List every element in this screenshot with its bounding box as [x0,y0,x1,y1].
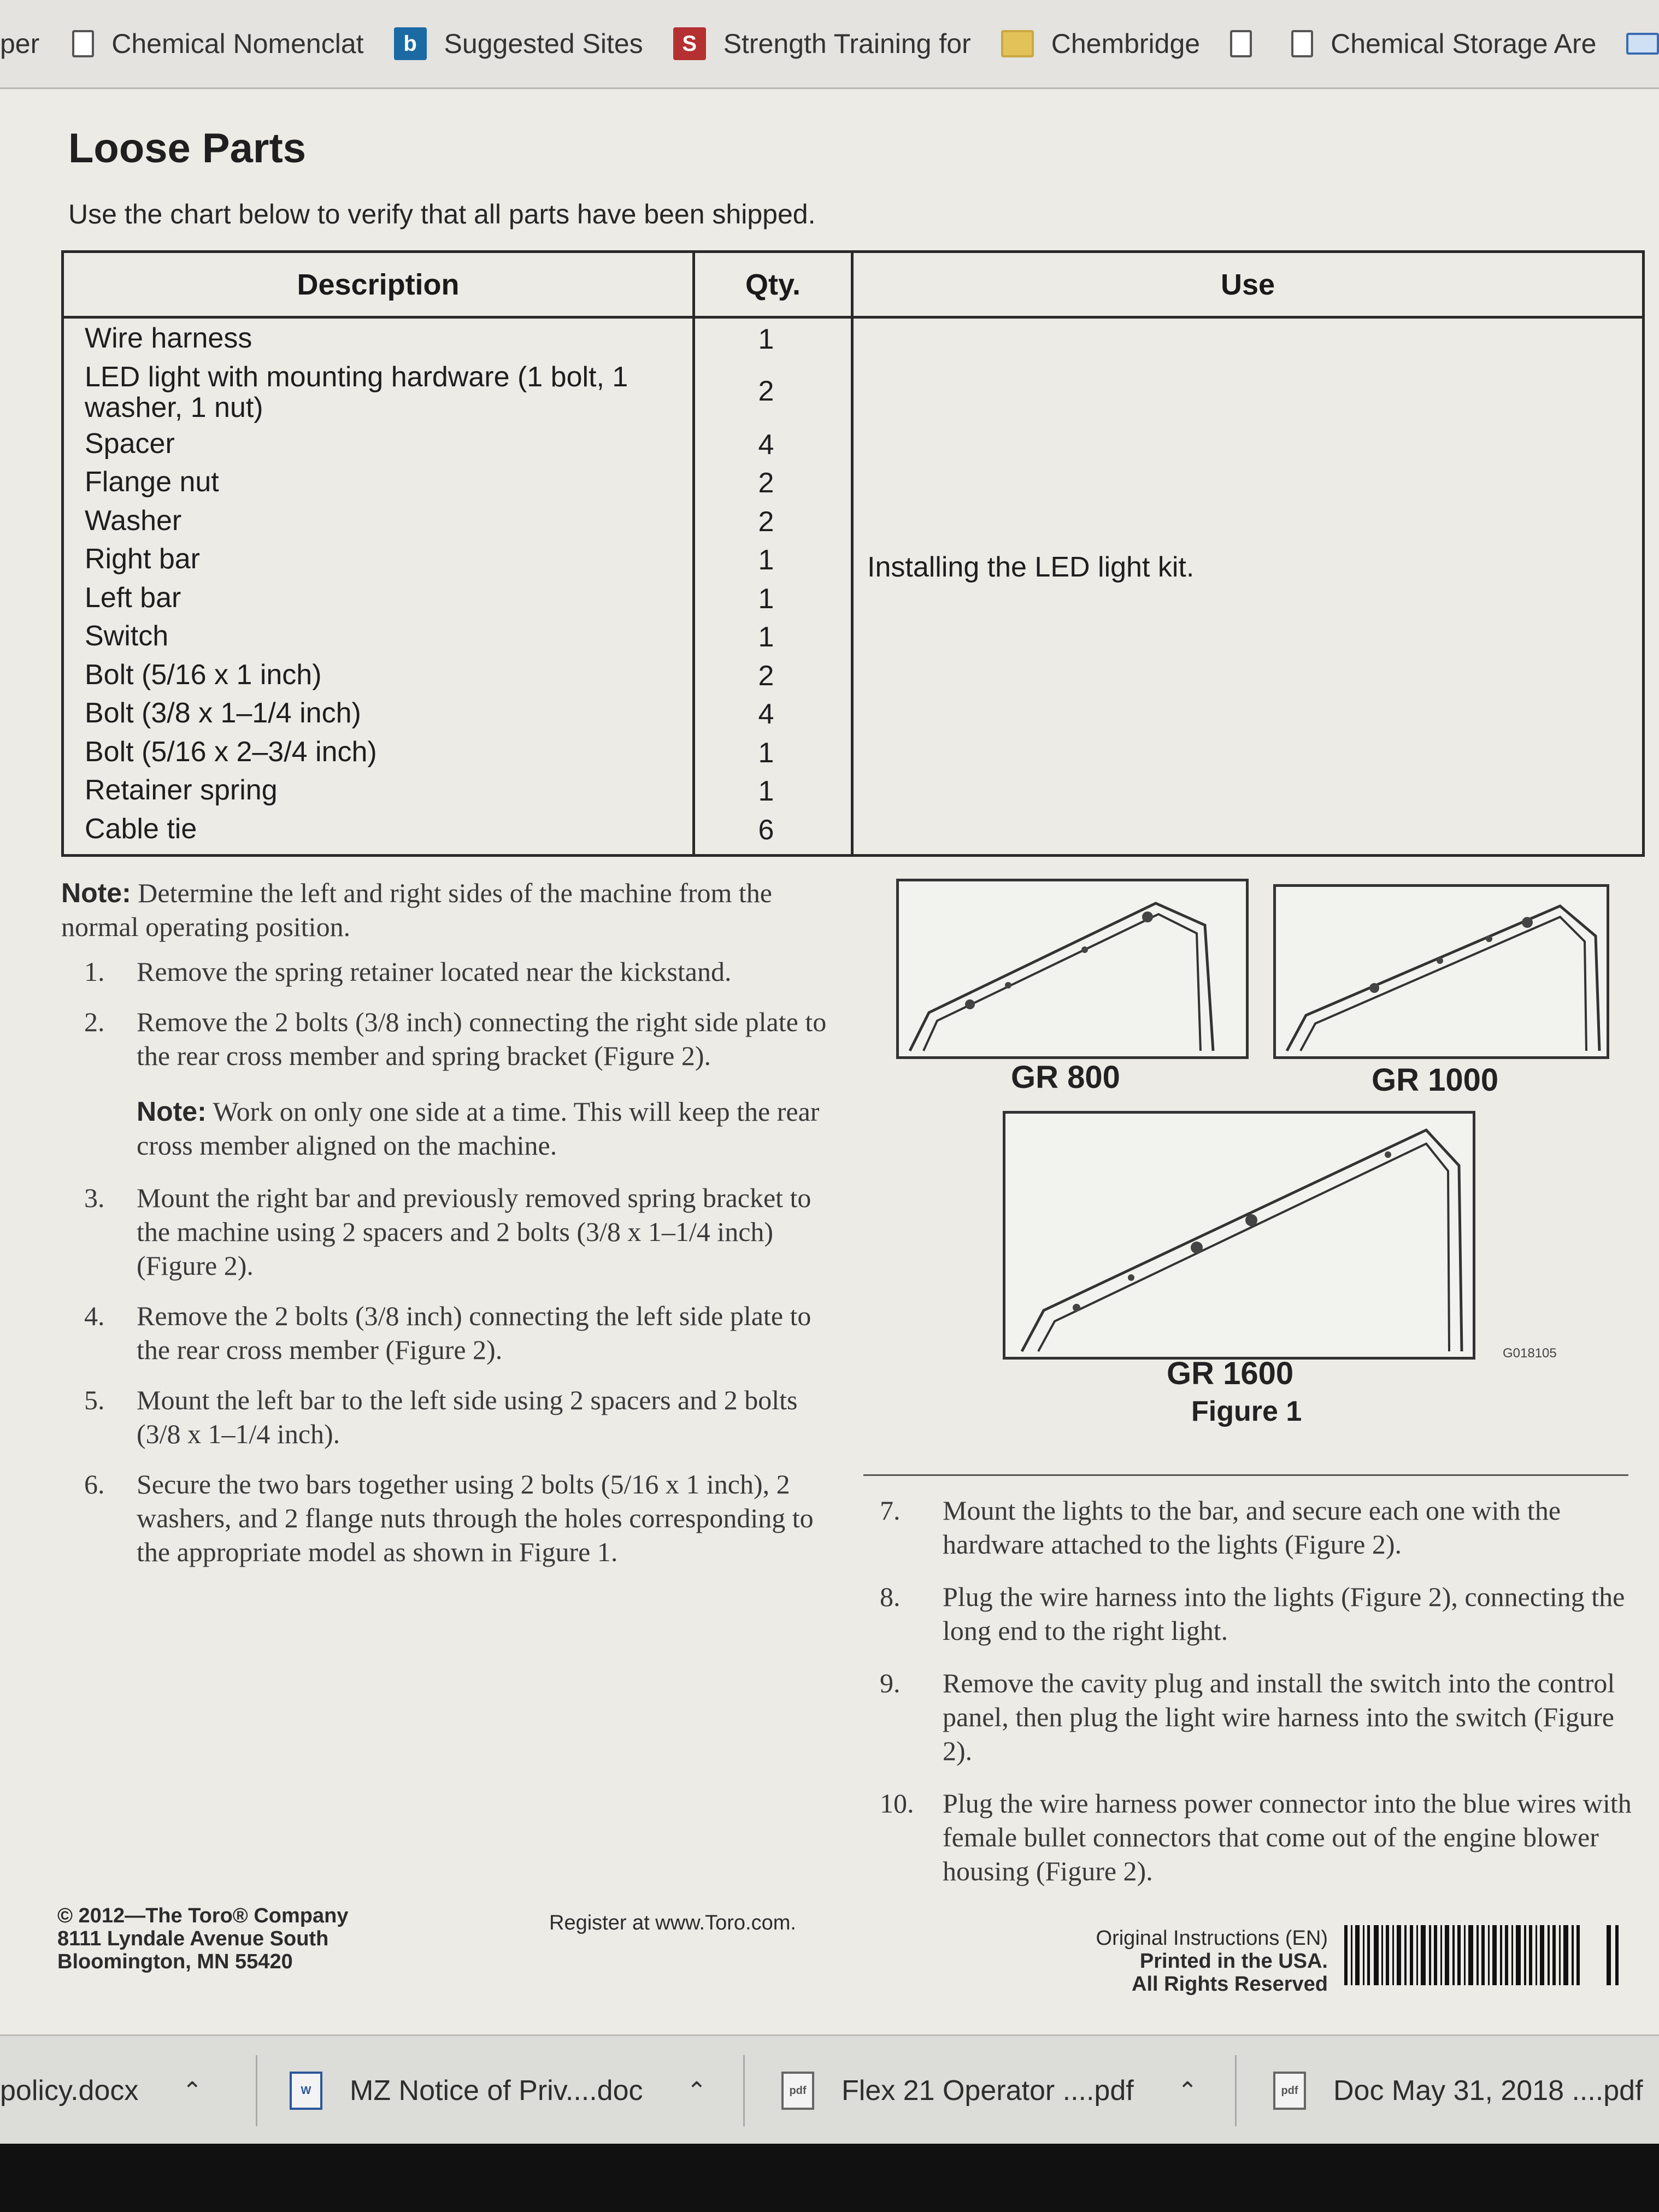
header-use: Use [1220,268,1275,301]
row-description: Bolt (5/16 x 2–3/4 inch) [85,736,377,768]
step-text: Remove the cavity plug and install the switch into the control panel, then plug the light wire harness into the switch (Figure 2). [943,1668,1615,1766]
table-row [64,357,1642,424]
table-row [64,693,1642,732]
folder-icon [1001,30,1034,57]
step-number: 1. [84,956,105,987]
row-qty: 2 [758,505,774,538]
row-qty: 1 [758,737,774,769]
step-text: Remove the spring retainer located near the kickstand. [137,956,732,987]
row-description: Left bar [85,581,181,614]
row-description: Cable tie [85,813,197,845]
table-row [64,319,1642,357]
footer-address2: Bloomington, MN 55420 [57,1950,293,1973]
bookmark-label: Chembridge [1051,28,1201,59]
row-description: Flange nut [85,466,219,498]
table-row [64,655,1642,694]
row-qty: 1 [758,775,774,807]
step-text: Mount the lights to the bar, and secure each one with the hardware attached to the lights (Figure 2). [943,1495,1561,1560]
page-icon [1230,30,1252,57]
bookmark-chemical-nomenclature[interactable] [72,28,363,60]
table-row [64,616,1642,655]
bing-icon: b [394,27,427,60]
step-number: 5. [84,1385,105,1415]
row-description: Right bar [85,543,200,575]
row-qty: 2 [758,660,774,692]
download-item[interactable] [781,2036,1198,2145]
step [61,1467,837,1569]
row-qty: 2 [758,467,774,499]
step-number: 2. [84,1007,105,1037]
footer-reserved: All Rights Reserved [1132,1973,1328,1996]
chevron-up-icon[interactable]: ⌃ [1177,2077,1198,2104]
taskbar [0,2144,1659,2212]
step [869,1493,1634,1561]
step-text: Mount the left bar to the left side using 2 spacers and 2 bolts (3/8 x 1–1/4 inch). [137,1385,798,1449]
step-text: Mount the right bar and previously removed spring bracket to the machine using 2 spacers and 2 bolts (3/8 x 1–1/4 inch) (Figure 2). [137,1183,811,1281]
step-text: Remove the 2 bolts (3/8 inch) connecting the right side plate to the rear cross member and spring bracket (Figure 2). [137,1007,827,1071]
row-qty: 4 [758,428,774,461]
step [61,1383,837,1451]
step-number: 8. [880,1581,901,1612]
screen-icon [1626,33,1659,55]
download-filename: MZ Notice of Priv....doc [350,2075,643,2107]
column-divider [863,1474,1628,1476]
row-description: Bolt (5/16 x 1 inch) [85,658,322,691]
table-row [64,770,1642,809]
bookmark-suggested-sites[interactable] [394,27,643,60]
note-text: Determine the left and right sides of the machine from the normal operating position. [61,878,772,942]
step-text: Plug the wire harness into the lights (Figure 2), connecting the long end to the right light. [943,1581,1625,1646]
page-icon [72,30,94,57]
footer-original: Original Instructions (EN) [1096,1927,1328,1950]
row-description: Retainer spring [85,774,278,806]
bar-diagram-gr800 [899,881,1246,1056]
row-qty: 6 [758,814,774,846]
footer-printed: Printed in the USA. [1139,1950,1328,1973]
row-description: LED light with mounting hardware (1 bolt, 1 washer, 1 nut) [85,361,628,423]
table-row [64,809,1642,848]
chevron-up-icon[interactable]: ⌃ [686,2077,707,2104]
note-sides [61,876,837,944]
header-qty: Qty. [745,268,801,301]
download-item[interactable] [1273,2036,1643,2145]
row-qty: 1 [758,583,774,615]
step-number: 3. [84,1183,105,1213]
bookmark-label: Suggested Sites [444,28,643,59]
step [61,1005,837,1073]
barcode-icon [1344,1925,1628,1996]
pdf-file-icon: pdf [1273,2072,1306,2110]
pdf-file-icon: pdf [781,2072,814,2110]
step-number: 4. [84,1301,105,1331]
figure-gr800 [896,879,1249,1059]
note-label: Note: [137,1096,207,1127]
figure-code: G018105 [1503,1346,1557,1361]
bookmark-strength-training[interactable] [673,27,971,60]
use-cell: Installing the LED light kit. [867,551,1195,583]
bookmark-chembridge[interactable] [1001,28,1200,60]
bookmark-chemical-storage[interactable] [1291,28,1596,60]
chevron-up-icon[interactable]: ⌃ [182,2077,203,2104]
step-text: Remove the 2 bolts (3/8 inch) connecting the left side plate to the rear cross member (Figure 2). [137,1301,811,1365]
step-number: 7. [880,1495,901,1526]
figure-label-gr1000: GR 1000 [1372,1062,1499,1098]
download-filename: policy.docx [0,2075,139,2107]
row-description: Wire harness [85,322,252,354]
page-title: Loose Parts [68,125,307,172]
row-description: Spacer [85,427,175,460]
footer-rights [1038,1927,1328,1996]
header-description: Description [297,268,460,301]
row-qty: 2 [758,375,774,407]
download-item[interactable] [0,2036,202,2145]
row-qty: 1 [758,323,774,355]
step [61,1181,837,1283]
bar-diagram-gr1000 [1276,887,1607,1056]
table-row [64,462,1642,501]
instructions-right [869,1493,1634,1907]
row-qty: 1 [758,544,774,576]
footer-copyright: © 2012—The Toro® Company [57,1904,349,1927]
download-item[interactable] [290,2036,707,2145]
step-text: Secure the two bars together using 2 bolts (5/16 x 1 inch), 2 washers, and 2 flange nuts through the holes corresponding to the appropriate model as shown in Figure 1. [137,1469,814,1567]
word-file-icon: W [290,2072,322,2110]
step-number: 9. [880,1668,901,1698]
intro-text: Use the chart below to verify that all parts have been shipped. [68,199,816,230]
table-row [64,501,1642,540]
table-row [64,424,1642,463]
figure-caption: Figure 1 [1191,1396,1302,1427]
footer-company [57,1904,349,1973]
parts-table [61,250,1645,857]
bar-diagram-gr1600 [1005,1114,1473,1357]
bookmarks-bar [0,0,1659,89]
bookmark-label: Chemical Nomenclat [111,28,364,59]
row-qty: 1 [758,621,774,653]
row-description: Bolt (3/8 x 1–1/4 inch) [85,697,361,729]
step-number: 10. [880,1788,914,1819]
footer-register: Register at www.Toro.com. [549,1911,796,1934]
table-row [64,578,1642,617]
footer-address1: 8111 Lyndale Avenue South [57,1927,329,1950]
figure-gr1600 [1003,1111,1475,1360]
bookmark-untitled[interactable] [1230,30,1269,57]
row-qty: 4 [758,698,774,730]
note-one-side [61,1095,837,1162]
instructions-left [61,876,837,1585]
figure-label-gr1600: GR 1600 [1167,1356,1294,1391]
note-label: Note: [61,878,131,908]
figure-label-gr800: GR 800 [1011,1060,1120,1095]
step-number: 6. [84,1469,105,1499]
step [869,1580,1634,1648]
bookmark-label: Strength Training for [723,28,971,59]
s5-icon: S [673,27,706,60]
bookmark-item[interactable] [0,28,39,60]
row-description: Switch [85,620,169,652]
bookmark-label: Chemical Storage Are [1331,28,1597,59]
note-text: Work on only one side at a time. This will keep the rear cross member aligned on the machine. [137,1096,820,1161]
step [61,955,837,989]
table-row [64,732,1642,771]
step-text: Plug the wire harness power connector into the blue wires with female bullet connectors that come out of the engine blower housing (Figure 2). [943,1788,1632,1886]
step [869,1786,1634,1888]
step [61,1299,837,1367]
table-row [64,539,1642,578]
download-filename: Flex 21 Operator ....pdf [842,2075,1134,2107]
bookmark-label: per [0,28,40,59]
document-page [0,89,1659,2034]
figure-gr1000 [1273,884,1609,1059]
step [869,1666,1634,1768]
row-description: Washer [85,504,182,537]
bookmark-screen[interactable] [1626,33,1659,55]
page-icon [1291,30,1313,57]
download-filename: Doc May 31, 2018 ....pdf [1333,2075,1643,2107]
download-bar [0,2034,1659,2145]
